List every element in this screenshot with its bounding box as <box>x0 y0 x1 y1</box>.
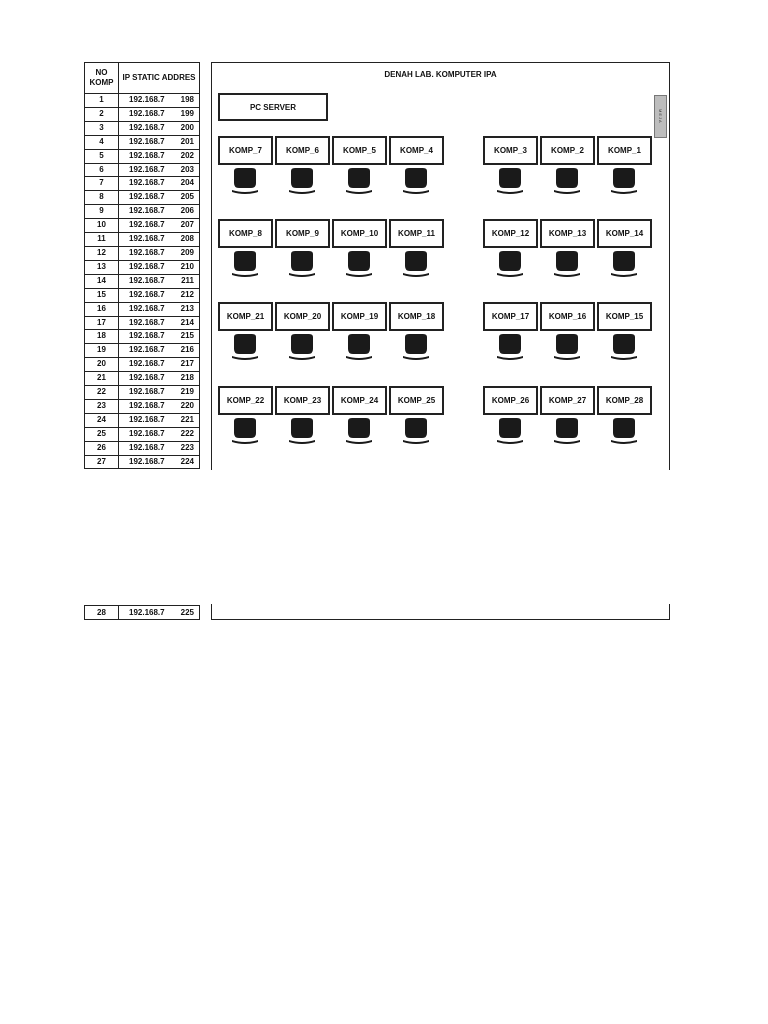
chair-icon <box>495 333 525 363</box>
chair-icon <box>609 250 639 280</box>
komp-number: 2 <box>85 107 119 121</box>
computer-station <box>389 302 444 331</box>
computer-station <box>597 136 652 165</box>
ip-address <box>119 163 200 177</box>
computer-label: KOMP_15 <box>605 312 644 321</box>
ip-host: 198 <box>180 95 194 104</box>
ip-prefix: 192.168.7 <box>129 122 165 132</box>
computer-label: KOMP_17 <box>491 312 530 321</box>
ip-prefix: 192.168.7 <box>129 456 165 466</box>
computer-station <box>218 136 273 165</box>
computer-label: KOMP_14 <box>605 229 644 238</box>
computer-station <box>389 136 444 165</box>
ip-prefix: 192.168.7 <box>129 136 165 146</box>
teacher-desk-label: MEJA <box>658 109 663 124</box>
ip-host: 217 <box>180 359 194 369</box>
ip-host: 221 <box>180 414 194 424</box>
ip-address <box>119 316 200 330</box>
ip-prefix: 192.168.7 <box>129 95 165 104</box>
table-row <box>85 455 200 469</box>
computer-label: KOMP_18 <box>397 312 436 321</box>
table-row <box>85 107 200 121</box>
ip-prefix: 192.168.7 <box>129 220 165 230</box>
table-row <box>85 205 200 219</box>
table-row <box>85 94 200 108</box>
ip-prefix: 192.168.7 <box>129 400 165 410</box>
ip-host: 225 <box>180 608 194 617</box>
computer-station <box>597 302 652 331</box>
computer-label: KOMP_1 <box>608 146 641 155</box>
komp-number: 23 <box>85 399 119 413</box>
komp-number: 12 <box>85 246 119 260</box>
komp-number: 19 <box>85 344 119 358</box>
ip-prefix: 192.168.7 <box>129 331 165 341</box>
ip-address <box>119 260 200 274</box>
ip-address <box>119 149 200 163</box>
ip-prefix: 192.168.7 <box>129 373 165 383</box>
ip-prefix: 192.168.7 <box>129 234 165 244</box>
chair-icon <box>401 250 431 280</box>
computer-station <box>332 219 387 248</box>
chair-icon <box>344 250 374 280</box>
chair-icon <box>344 333 374 363</box>
chair-icon <box>495 417 525 447</box>
ip-host: 216 <box>180 345 194 355</box>
ip-address <box>119 330 200 344</box>
ip-address <box>119 135 200 149</box>
table-row <box>85 121 200 135</box>
ip-prefix: 192.168.7 <box>129 442 165 452</box>
table-row <box>85 372 200 386</box>
komp-number: 27 <box>85 455 119 469</box>
table-row <box>85 399 200 413</box>
komp-number: 22 <box>85 386 119 400</box>
chair-icon <box>552 333 582 363</box>
ip-prefix: 192.168.7 <box>129 108 165 118</box>
computer-station <box>218 219 273 248</box>
ip-address <box>119 455 200 469</box>
ip-address <box>119 413 200 427</box>
ip-address <box>119 94 200 108</box>
table-row <box>85 274 200 288</box>
ip-address-table-continued <box>84 605 200 620</box>
komp-number: 14 <box>85 274 119 288</box>
computer-label: KOMP_12 <box>491 229 530 238</box>
table-row <box>85 316 200 330</box>
ip-prefix: 192.168.7 <box>129 150 165 160</box>
ip-address <box>119 219 200 233</box>
ip-address <box>119 205 200 219</box>
komp-number: 5 <box>85 149 119 163</box>
komp-number: 24 <box>85 413 119 427</box>
computer-station <box>332 302 387 331</box>
computer-station <box>540 219 595 248</box>
chair-icon <box>287 167 317 197</box>
computer-label: KOMP_4 <box>400 146 433 155</box>
computer-station <box>483 136 538 165</box>
table-row <box>85 606 200 620</box>
komp-number: 16 <box>85 302 119 316</box>
ip-host: 205 <box>180 192 194 202</box>
table-row <box>85 177 200 191</box>
computer-station <box>540 302 595 331</box>
komp-number: 21 <box>85 372 119 386</box>
lab-title: DENAH LAB. KOMPUTER IPA <box>384 70 497 79</box>
lab-floor-plan-continued <box>211 604 670 620</box>
chair-icon <box>609 417 639 447</box>
chair-icon <box>401 333 431 363</box>
ip-host: 203 <box>180 164 194 174</box>
ip-address <box>119 358 200 372</box>
ip-host: 219 <box>180 387 194 397</box>
ip-host: 200 <box>180 122 194 132</box>
chair-icon <box>230 333 260 363</box>
chair-icon <box>230 167 260 197</box>
ip-host: 218 <box>180 373 194 383</box>
computer-label: KOMP_19 <box>340 312 379 321</box>
ip-address <box>119 288 200 302</box>
computer-station <box>540 386 595 415</box>
ip-address <box>119 121 200 135</box>
komp-number: 4 <box>85 135 119 149</box>
computer-station <box>483 386 538 415</box>
komp-number: 8 <box>85 191 119 205</box>
ip-host: 224 <box>180 456 194 466</box>
table-row <box>85 260 200 274</box>
computer-label: KOMP_7 <box>229 146 262 155</box>
ip-prefix: 192.168.7 <box>129 261 165 271</box>
computer-label: KOMP_11 <box>398 229 435 238</box>
komp-number: 18 <box>85 330 119 344</box>
computer-station <box>218 386 273 415</box>
komp-number: 13 <box>85 260 119 274</box>
ip-address <box>119 372 200 386</box>
chair-icon <box>230 250 260 280</box>
computer-station <box>597 219 652 248</box>
computer-label: KOMP_2 <box>551 146 584 155</box>
computer-station <box>275 219 330 248</box>
ip-address <box>119 441 200 455</box>
pc-server-box <box>218 93 328 121</box>
computer-label: KOMP_26 <box>491 396 530 405</box>
ip-host: 208 <box>180 234 194 244</box>
table-row <box>85 135 200 149</box>
ip-prefix: 192.168.7 <box>129 345 165 355</box>
computer-label: KOMP_10 <box>340 229 379 238</box>
computer-label: KOMP_24 <box>340 396 379 405</box>
ip-address <box>119 606 200 620</box>
chair-icon <box>609 333 639 363</box>
computer-label: KOMP_13 <box>548 229 587 238</box>
table-row <box>85 163 200 177</box>
ip-address <box>119 386 200 400</box>
table-row <box>85 441 200 455</box>
computer-station <box>483 302 538 331</box>
ip-address <box>119 246 200 260</box>
ip-prefix: 192.168.7 <box>129 317 165 327</box>
ip-host: 210 <box>180 261 194 271</box>
komp-number: 6 <box>85 163 119 177</box>
table-row <box>85 149 200 163</box>
table-row <box>85 330 200 344</box>
komp-number: 20 <box>85 358 119 372</box>
computer-station <box>275 386 330 415</box>
table-row <box>85 386 200 400</box>
computer-station <box>275 136 330 165</box>
computer-station <box>483 219 538 248</box>
table-row <box>85 219 200 233</box>
komp-number: 26 <box>85 441 119 455</box>
computer-label: KOMP_25 <box>397 396 436 405</box>
teacher-desk-tab <box>654 95 667 138</box>
komp-number: 28 <box>85 606 119 620</box>
chair-icon <box>495 250 525 280</box>
computer-label: KOMP_28 <box>605 396 644 405</box>
ip-prefix: 192.168.7 <box>129 303 165 313</box>
chair-icon <box>609 167 639 197</box>
table-row <box>85 358 200 372</box>
table-row <box>85 302 200 316</box>
computer-station <box>218 302 273 331</box>
komp-number: 17 <box>85 316 119 330</box>
table-header-row <box>85 63 200 94</box>
ip-prefix: 192.168.7 <box>129 387 165 397</box>
computer-station <box>389 219 444 248</box>
komp-number: 1 <box>85 94 119 108</box>
komp-number: 25 <box>85 427 119 441</box>
computer-label: KOMP_3 <box>494 146 527 155</box>
computer-station <box>332 136 387 165</box>
computer-station <box>389 386 444 415</box>
chair-icon <box>287 333 317 363</box>
ip-host: 211 <box>181 275 194 285</box>
ip-prefix: 192.168.7 <box>129 428 165 438</box>
ip-host: 212 <box>180 289 194 299</box>
computer-label: KOMP_21 <box>226 312 265 321</box>
header-ip-address: IP STATIC ADDRES <box>119 63 200 94</box>
ip-prefix: 192.168.7 <box>129 192 165 202</box>
chair-icon <box>552 417 582 447</box>
table-row <box>85 413 200 427</box>
computer-label: KOMP_16 <box>548 312 587 321</box>
table-row <box>85 427 200 441</box>
ip-address <box>119 344 200 358</box>
computer-label: KOMP_5 <box>343 146 376 155</box>
computer-label: KOMP_8 <box>229 229 262 238</box>
komp-number: 11 <box>85 233 119 247</box>
chair-icon <box>495 167 525 197</box>
ip-prefix: 192.168.7 <box>129 247 165 257</box>
chair-icon <box>287 250 317 280</box>
computer-label: KOMP_9 <box>286 229 319 238</box>
computer-station <box>597 386 652 415</box>
ip-address <box>119 302 200 316</box>
komp-number: 10 <box>85 219 119 233</box>
chair-icon <box>401 417 431 447</box>
ip-host: 222 <box>180 428 194 438</box>
ip-address <box>119 399 200 413</box>
ip-host: 206 <box>180 206 194 216</box>
ip-host: 223 <box>180 442 194 452</box>
komp-number: 9 <box>85 205 119 219</box>
chair-icon <box>344 417 374 447</box>
ip-address <box>119 274 200 288</box>
ip-prefix: 192.168.7 <box>129 359 165 369</box>
ip-host: 214 <box>180 317 194 327</box>
ip-prefix: 192.168.7 <box>129 206 165 216</box>
ip-table-body <box>85 94 200 469</box>
chair-icon <box>401 167 431 197</box>
chair-icon <box>552 167 582 197</box>
computer-label: KOMP_22 <box>226 396 265 405</box>
ip-host: 201 <box>180 136 194 146</box>
ip-address <box>119 107 200 121</box>
computer-label: KOMP_27 <box>548 396 587 405</box>
ip-address <box>119 427 200 441</box>
ip-host: 220 <box>180 400 194 410</box>
ip-prefix: 192.168.7 <box>129 164 165 174</box>
ip-address-table <box>84 62 200 469</box>
chair-icon <box>344 167 374 197</box>
chair-icon <box>552 250 582 280</box>
ip-address <box>119 233 200 247</box>
ip-address <box>119 191 200 205</box>
ip-address <box>119 177 200 191</box>
ip-host: 199 <box>180 108 194 118</box>
ip-host: 213 <box>180 303 194 313</box>
ip-prefix: 192.168.7 <box>129 289 165 299</box>
chair-icon <box>287 417 317 447</box>
table-row <box>85 191 200 205</box>
table-row <box>85 344 200 358</box>
ip-prefix: 192.168.7 <box>129 178 165 188</box>
table-row <box>85 233 200 247</box>
ip-host: 207 <box>180 220 194 230</box>
komp-number: 7 <box>85 177 119 191</box>
computer-station <box>332 386 387 415</box>
komp-number: 3 <box>85 121 119 135</box>
computer-label: KOMP_6 <box>286 146 319 155</box>
computer-label: KOMP_23 <box>283 396 322 405</box>
ip-host: 202 <box>180 150 194 160</box>
chair-icon <box>230 417 260 447</box>
header-no-komp: NO KOMP <box>85 63 119 94</box>
ip-prefix: 192.168.7 <box>129 414 165 424</box>
ip-host: 215 <box>180 331 194 341</box>
ip-host: 209 <box>180 247 194 257</box>
ip-host: 204 <box>180 178 194 188</box>
table-row <box>85 246 200 260</box>
ip-prefix: 192.168.7 <box>129 275 165 285</box>
komp-number: 15 <box>85 288 119 302</box>
ip-prefix: 192.168.7 <box>129 608 165 617</box>
computer-station <box>275 302 330 331</box>
computer-station <box>540 136 595 165</box>
computer-label: KOMP_20 <box>283 312 322 321</box>
table-row <box>85 288 200 302</box>
pc-server-label: PC SERVER <box>249 102 297 112</box>
